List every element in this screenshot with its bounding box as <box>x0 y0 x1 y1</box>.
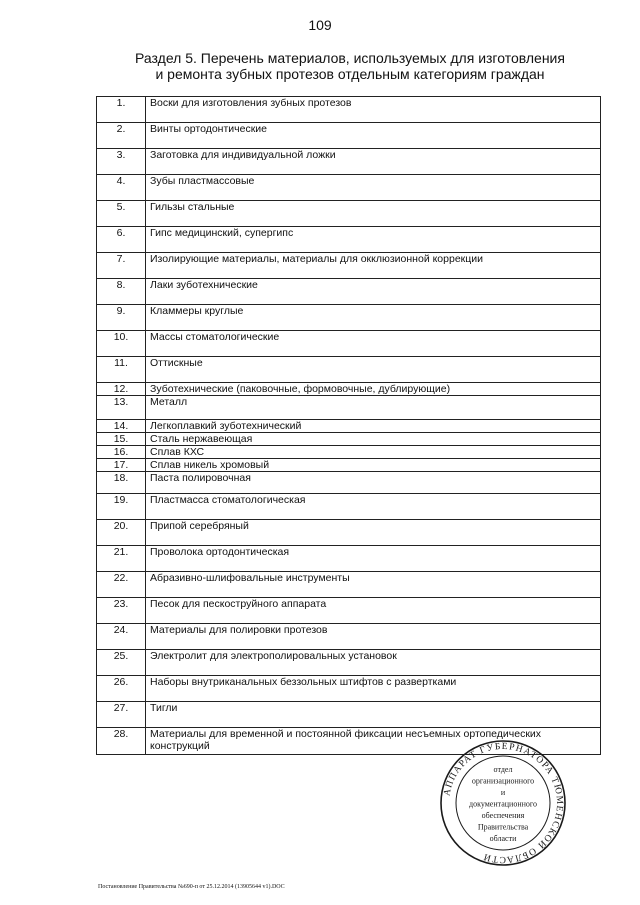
row-number: 24. <box>97 624 146 650</box>
table-row <box>97 97 601 123</box>
table-row <box>97 396 601 420</box>
table-row <box>97 149 601 175</box>
official-stamp <box>438 738 568 868</box>
table-row <box>97 676 601 702</box>
section-title-line-2: и ремонта зубных протезов отдельным категориям граждан <box>155 66 545 82</box>
material-name: Воски для изготовления зубных протезов <box>146 97 601 123</box>
material-name: Массы стоматологические <box>146 331 601 357</box>
row-number: 23. <box>97 598 146 624</box>
row-number: 14. <box>97 420 146 433</box>
table-row <box>97 433 601 446</box>
row-number: 11. <box>97 357 146 383</box>
row-number: 4. <box>97 175 146 201</box>
table-row <box>97 494 601 520</box>
material-name: Тигли <box>146 702 601 728</box>
stamp-center-line: области <box>489 834 517 843</box>
material-name: Легкоплавкий зуботехнический <box>146 420 601 433</box>
material-name: Винты ортодонтические <box>146 123 601 149</box>
row-number: 1. <box>97 97 146 123</box>
material-name: Проволока ортодонтическая <box>146 546 601 572</box>
material-name: Абразивно-шлифовальные инструменты <box>146 572 601 598</box>
material-name: Материалы для полировки протезов <box>146 624 601 650</box>
table-row <box>97 383 601 396</box>
stamp-center-line: обеспечения <box>481 811 525 820</box>
table-row <box>97 702 601 728</box>
row-number: 18. <box>97 472 146 494</box>
row-number: 13. <box>97 396 146 420</box>
row-number: 25. <box>97 650 146 676</box>
row-number: 7. <box>97 253 146 279</box>
row-number: 3. <box>97 149 146 175</box>
stamp-center-line: и <box>500 788 506 797</box>
material-name: Гипс медицинский, супергипс <box>146 227 601 253</box>
row-number: 21. <box>97 546 146 572</box>
table-row <box>97 598 601 624</box>
material-name: Заготовка для индивидуальной ложки <box>146 149 601 175</box>
table-row <box>97 279 601 305</box>
row-number: 10. <box>97 331 146 357</box>
document-footer: Постановление Правительства №690-п от 25.12.2014 (13905644 v1).DOC <box>98 884 285 890</box>
material-name: Кламмеры круглые <box>146 305 601 331</box>
stamp-center-line: документационного <box>469 799 537 809</box>
table-row <box>97 520 601 546</box>
row-number: 9. <box>97 305 146 331</box>
material-name: Сплав КХС <box>146 446 601 459</box>
table-row <box>97 305 601 331</box>
material-name: Наборы внутриканальных беззольных штифтов с развертками <box>146 676 601 702</box>
table-row <box>97 227 601 253</box>
materials-table <box>96 96 601 755</box>
material-name: Зуботехнические (паковочные, формовочные, дублирующие) <box>146 383 601 396</box>
section-title-line-1: Раздел 5. Перечень материалов, используемых для изготовления <box>135 50 565 66</box>
row-number: 19. <box>97 494 146 520</box>
row-number: 27. <box>97 702 146 728</box>
row-number: 2. <box>97 123 146 149</box>
material-name: Материалы для временной и постоянной фиксации несъемных ортопедических конструкций <box>146 728 601 755</box>
table-row <box>97 420 601 433</box>
table-row <box>97 624 601 650</box>
material-name: Гильзы стальные <box>146 201 601 227</box>
material-name: Лаки зуботехнические <box>146 279 601 305</box>
material-name: Изолирующие материалы, материалы для окклюзионной коррекции <box>146 253 601 279</box>
table-row <box>97 572 601 598</box>
row-number: 17. <box>97 459 146 472</box>
row-number: 28. <box>97 728 146 755</box>
row-number: 22. <box>97 572 146 598</box>
table-row <box>97 175 601 201</box>
material-name: Песок для пескоструйного аппарата <box>146 598 601 624</box>
material-name: Паста полировочная <box>146 472 601 494</box>
page-number: 109 <box>308 17 332 33</box>
material-name: Сталь нержавеющая <box>146 433 601 446</box>
material-name: Пластмасса стоматологическая <box>146 494 601 520</box>
table-row <box>97 253 601 279</box>
row-number: 12. <box>97 383 146 396</box>
stamp-ring-text: АППАРАТ ГУБЕРНАТОРА ТЮМЕНСКОЙ ОБЛАСТИ <box>442 741 565 865</box>
table-row <box>97 201 601 227</box>
material-name: Металл <box>146 396 601 420</box>
material-name: Оттискные <box>146 357 601 383</box>
stamp-center-line: организационного <box>471 776 535 786</box>
stamp-center-line: отдел <box>493 765 513 774</box>
section-title <box>100 50 600 82</box>
row-number: 20. <box>97 520 146 546</box>
stamp-center-line: Правительства <box>477 822 529 832</box>
table-row <box>97 446 601 459</box>
row-number: 6. <box>97 227 146 253</box>
material-name: Припой серебряный <box>146 520 601 546</box>
row-number: 15. <box>97 433 146 446</box>
row-number: 16. <box>97 446 146 459</box>
row-number: 26. <box>97 676 146 702</box>
table-row <box>97 331 601 357</box>
table-row <box>97 357 601 383</box>
table-row <box>97 546 601 572</box>
row-number: 8. <box>97 279 146 305</box>
material-name: Зубы пластмассовые <box>146 175 601 201</box>
material-name: Сплав никель хромовый <box>146 459 601 472</box>
material-name: Электролит для электрополировальных установок <box>146 650 601 676</box>
table-row <box>97 123 601 149</box>
table-row <box>97 459 601 472</box>
row-number: 5. <box>97 201 146 227</box>
table-row <box>97 650 601 676</box>
table-row <box>97 472 601 494</box>
